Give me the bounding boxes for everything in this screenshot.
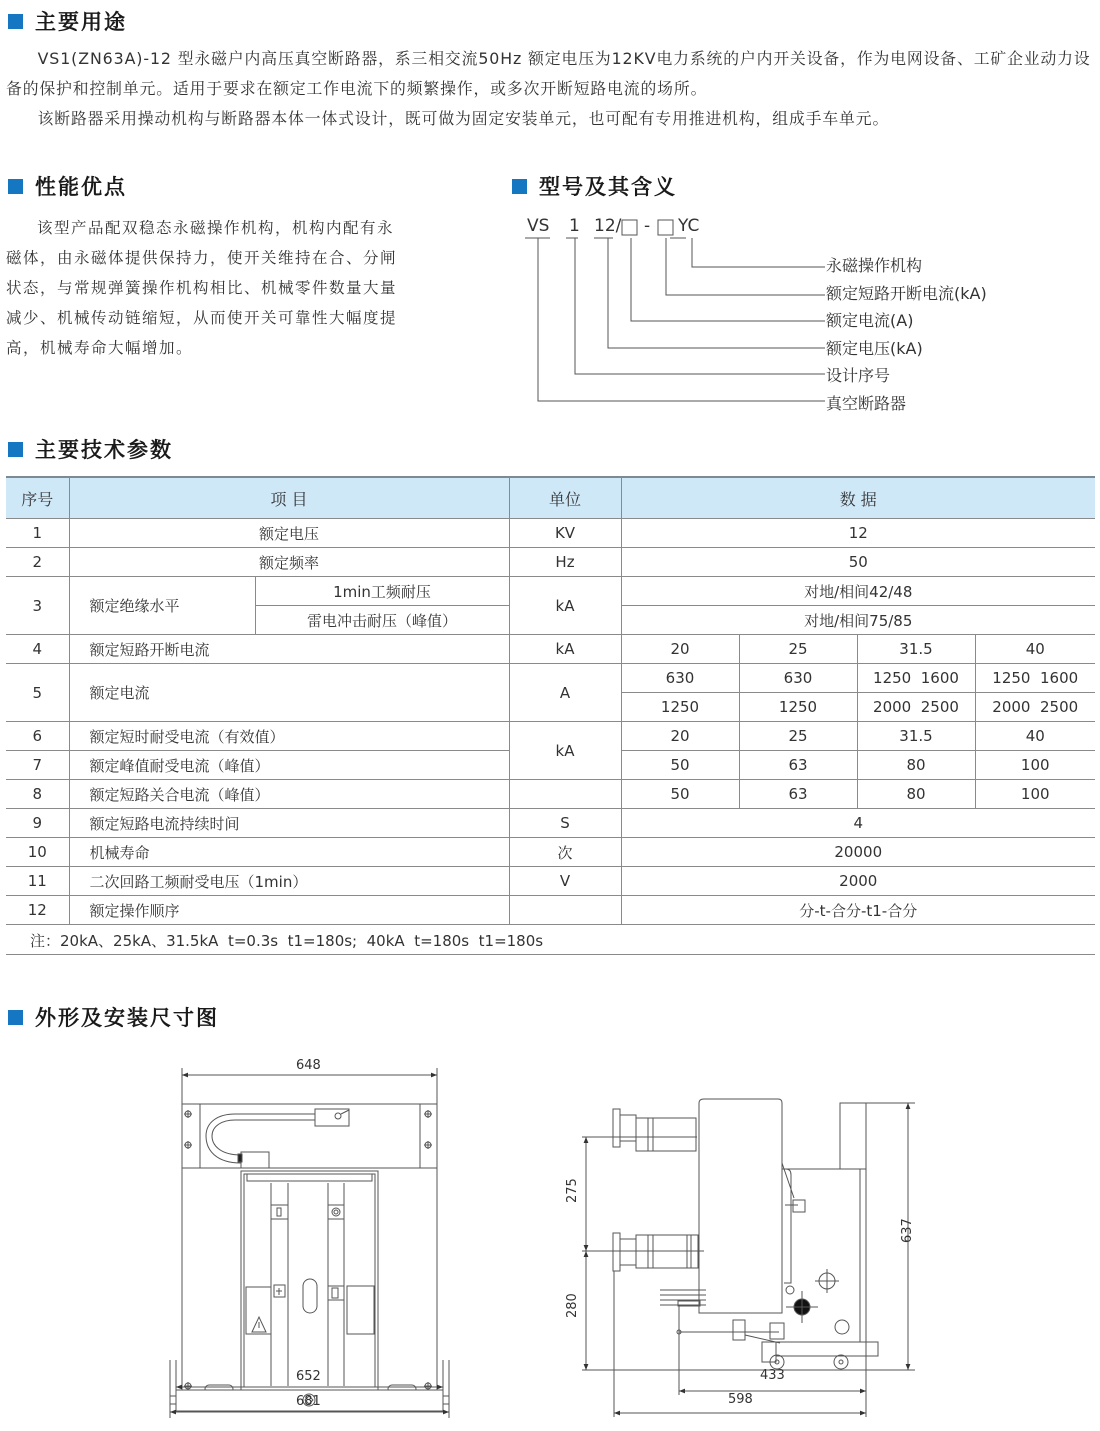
table-row: 11 二次回路工频耐受电压（1min） V 2000	[6, 867, 1095, 896]
table-note: 注：20kA、25kA、31.5kA t=0.3s t1=180s; 40kA t=180s t1=180s	[6, 928, 1095, 955]
section-bullet-icon	[8, 1010, 23, 1025]
dim-label-652: 652	[296, 1369, 321, 1384]
table-row: 雷电冲击耐压（峰值） 对地/相间75/85	[6, 606, 1095, 635]
breaking-current-placeholder-box	[658, 220, 673, 235]
header-unit: 单位	[509, 477, 621, 519]
dim-label-598: 598	[728, 1392, 753, 1407]
section-title-model: 型号及其含义	[512, 171, 677, 201]
usage-paragraph-1: VS1(ZN63A)-12 型永磁户内高压真空断路器，系三相交流50Hz 额定电压为12KV电力系统的户内开关设备，作为电网设备、工矿企业动力设备的保护和控制单元。适用于要求在额定工作电流下的频繁操作，或多次开断短路电流的场所。	[6, 49, 1091, 98]
table-row: 1 额定电压 KV 12	[6, 519, 1095, 548]
dim-label-433: 433	[760, 1368, 785, 1383]
model-label-rated-voltage: 额定电压(kA)	[826, 339, 923, 358]
side-view-drawing	[560, 1085, 940, 1425]
model-label-rated-current: 额定电流(A)	[826, 311, 914, 330]
table-row: 1250 1250 2000 2500 2000 2500	[6, 693, 1095, 722]
section-bullet-icon	[8, 179, 23, 194]
section-bullet-icon	[8, 14, 23, 29]
table-row: 7 额定峰值耐受电流（峰值） 50 63 80 100	[6, 751, 1095, 780]
table-row: 3 额定绝缘水平 1min工频耐压 kA 对地/相间42/48	[6, 577, 1095, 606]
dim-label-681: 681	[296, 1394, 321, 1409]
header-data: 数 据	[621, 477, 1095, 519]
model-label-vacuum-breaker: 真空断路器	[826, 394, 907, 413]
section-title-advantages: 性能优点	[8, 171, 127, 201]
table-row: 12 额定操作顺序 分-t-合分-t1-合分	[6, 896, 1095, 925]
model-code-series: 1	[569, 216, 580, 236]
section-bullet-icon	[512, 179, 527, 194]
table-row: 8 额定短路关合电流（峰值） 50 63 80 100	[6, 780, 1095, 809]
table-row: 10 机械寿命 次 20000	[6, 838, 1095, 867]
table-row: 4 额定短路开断电流 kA 20 25 31.5 40	[6, 635, 1095, 664]
model-leader-lines	[520, 215, 830, 415]
header-no: 序号	[6, 477, 69, 519]
table-row: 9 额定短路电流持续时间 S 4	[6, 809, 1095, 838]
table-header-row	[6, 477, 1095, 519]
model-code-voltage: 12/	[594, 216, 622, 236]
usage-text	[6, 44, 1098, 134]
current-placeholder-box	[622, 220, 637, 235]
table-row: 2 额定频率 Hz 50	[6, 548, 1095, 577]
section-bullet-icon	[8, 442, 23, 457]
section-title-params: 主要技术参数	[8, 434, 173, 464]
dim-label-275: 275	[565, 1178, 580, 1203]
model-code-yc: YC	[678, 216, 700, 236]
table-row: 6 额定短时耐受电流（有效值） kA 20 25 31.5 40	[6, 722, 1095, 751]
model-label-breaking-current: 额定短路开断电流(kA)	[826, 284, 987, 303]
params-table	[6, 476, 1095, 925]
model-code-vs: VS	[527, 216, 550, 236]
model-label-yc: 永磁操作机构	[826, 256, 923, 275]
section-title-dimensions: 外形及安装尺寸图	[8, 1002, 219, 1032]
dim-label-637: 637	[900, 1218, 915, 1243]
table-row: 5 额定电流 A 630 630 1250 1600 1250 1600	[6, 664, 1095, 693]
advantages-text: 该型产品配双稳态永磁操作机构，机构内配有永磁体，由永磁体提供保持力，使开关维持在合、分闸状态，与常规弹簧操作机构相比、机械零件数量大量减少、机械传动链缩短，从而使开关可靠性大幅度提高，机械寿命大幅增加。	[6, 219, 398, 357]
dim-label-280: 280	[565, 1293, 580, 1318]
usage-paragraph-2: 该断路器采用操动机构与断路器本体一体式设计，既可做为固定安装单元，也可配有专用推进机构，组成手车单元。	[37, 109, 890, 128]
dim-label-648: 648	[296, 1058, 321, 1073]
header-item: 项 目	[69, 477, 509, 519]
section-title-usage: 主要用途	[8, 6, 127, 36]
model-label-design-no: 设计序号	[826, 366, 891, 385]
model-code-dash: -	[644, 216, 651, 236]
